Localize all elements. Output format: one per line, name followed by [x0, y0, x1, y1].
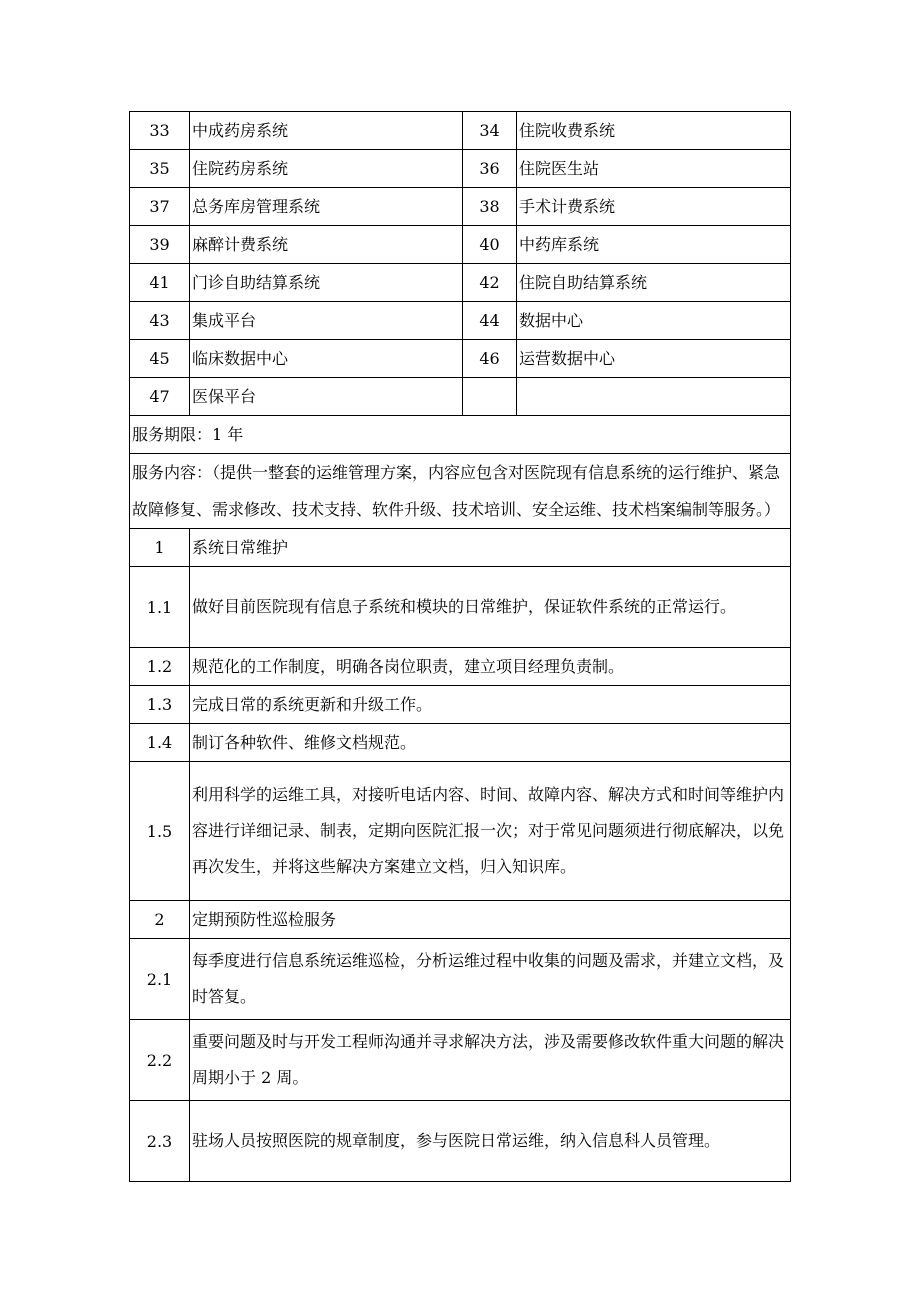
service-period-row [130, 416, 791, 454]
item-number: 1.5 [130, 762, 190, 901]
system-number [463, 378, 517, 416]
item-text: 做好目前医院现有信息子系统和模块的日常维护，保证软件系统的正常运行。 [190, 567, 791, 648]
item-number: 1 [130, 529, 190, 567]
system-number: 33 [130, 112, 190, 150]
system-row [130, 340, 791, 378]
service-item-row [130, 724, 791, 762]
system-name: 麻醉计费系统 [190, 226, 463, 264]
service-item-row [130, 762, 791, 901]
system-number: 46 [463, 340, 517, 378]
item-text: 每季度进行信息系统运维巡检，分析运维过程中收集的问题及需求，并建立文档，及时答复。 [190, 939, 791, 1020]
system-name: 运营数据中心 [517, 340, 791, 378]
system-list-table [129, 111, 791, 416]
system-name: 住院自助结算系统 [517, 264, 791, 302]
item-number: 2.3 [130, 1101, 190, 1182]
item-number: 1.4 [130, 724, 190, 762]
item-number: 1.1 [130, 567, 190, 648]
system-row [130, 302, 791, 340]
service-item-row [130, 567, 791, 648]
system-number: 44 [463, 302, 517, 340]
service-period: 服务期限：1 年 [130, 416, 791, 454]
system-number: 43 [130, 302, 190, 340]
system-name: 总务库房管理系统 [190, 188, 463, 226]
item-text: 规范化的工作制度，明确各岗位职责，建立项目经理负责制。 [190, 648, 791, 686]
system-name: 住院药房系统 [190, 150, 463, 188]
system-number: 40 [463, 226, 517, 264]
service-item-row [130, 939, 791, 1020]
item-text: 完成日常的系统更新和升级工作。 [190, 686, 791, 724]
item-text: 重要问题及时与开发工程师沟通并寻求解决方法，涉及需要修改软件重大问题的解决周期小于 2 周。 [190, 1020, 791, 1101]
service-item-row [130, 648, 791, 686]
service-table [129, 415, 791, 1182]
system-name: 集成平台 [190, 302, 463, 340]
system-name: 临床数据中心 [190, 340, 463, 378]
service-item-list [130, 529, 791, 1182]
system-name: 手术计费系统 [517, 188, 791, 226]
system-name: 医保平台 [190, 378, 463, 416]
system-name: 中成药房系统 [190, 112, 463, 150]
system-row [130, 150, 791, 188]
system-name: 门诊自助结算系统 [190, 264, 463, 302]
system-name: 住院收费系统 [517, 112, 791, 150]
system-number: 41 [130, 264, 190, 302]
item-text: 系统日常维护 [190, 529, 791, 567]
service-item-row [130, 1101, 791, 1182]
item-number: 2.1 [130, 939, 190, 1020]
document-page [129, 111, 790, 1182]
system-name [517, 378, 791, 416]
service-content: 服务内容：（提供一整套的运维管理方案，内容应包含对医院现有信息系统的运行维护、紧急故障修复、需求修改、技术支持、软件升级、技术培训、安全运维、技术档案编制等服务。） [130, 454, 791, 529]
system-number: 45 [130, 340, 190, 378]
system-number: 35 [130, 150, 190, 188]
system-row [130, 226, 791, 264]
service-content-row [130, 454, 791, 529]
system-number: 47 [130, 378, 190, 416]
service-item-row [130, 686, 791, 724]
service-item-row [130, 901, 791, 939]
system-number: 39 [130, 226, 190, 264]
system-number: 37 [130, 188, 190, 226]
system-name: 中药库系统 [517, 226, 791, 264]
item-number: 1.2 [130, 648, 190, 686]
item-text: 制订各种软件、维修文档规范。 [190, 724, 791, 762]
system-row [130, 112, 791, 150]
system-number: 34 [463, 112, 517, 150]
item-text: 利用科学的运维工具，对接听电话内容、时间、故障内容、解决方式和时间等维护内容进行详细记录、制表，定期向医院汇报一次；对于常见问题须进行彻底解决，以免再次发生，并将这些解决方案建立文档，归入知识库。 [190, 762, 791, 901]
system-list-body [130, 112, 791, 416]
service-item-row [130, 1020, 791, 1101]
item-text: 定期预防性巡检服务 [190, 901, 791, 939]
item-number: 2.2 [130, 1020, 190, 1101]
system-number: 38 [463, 188, 517, 226]
item-text: 驻场人员按照医院的规章制度，参与医院日常运维，纳入信息科人员管理。 [190, 1101, 791, 1182]
system-name: 数据中心 [517, 302, 791, 340]
system-row [130, 188, 791, 226]
item-number: 2 [130, 901, 190, 939]
system-name: 住院医生站 [517, 150, 791, 188]
item-number: 1.3 [130, 686, 190, 724]
service-item-row [130, 529, 791, 567]
system-row [130, 264, 791, 302]
system-row [130, 378, 791, 416]
system-number: 42 [463, 264, 517, 302]
system-number: 36 [463, 150, 517, 188]
